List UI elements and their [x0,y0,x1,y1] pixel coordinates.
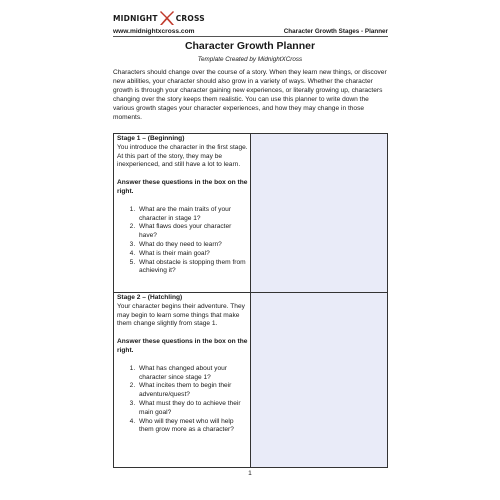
website-link[interactable]: www.midnightxcross.com [113,28,195,35]
stage-1-answer-box[interactable] [251,134,387,292]
list-item: 4. What is their main goal? [137,250,248,259]
page-title: Character Growth Planner [184,40,316,52]
midnightxcross-logo [113,10,205,26]
document-subtitle: Character Growth Stages - Planner [283,28,388,35]
template-credit: Template Created by MidnightXCross [197,56,303,63]
page-number: 1 [248,470,252,477]
stage-1-questions [117,206,248,276]
list-item: 1. What has changed about your character since stage 1? [137,365,248,383]
stage-1-prompt-cell [117,135,248,276]
header-divider [113,36,388,37]
list-item: 5. What obstacle is stopping them from achieving it? [137,259,248,277]
stage-2-answer-box[interactable] [251,293,387,467]
stage-1-description: You introduce the character in the first stage. At this part of the story, they may be inexperienced, and still have a lot to learn. [117,143,248,169]
stage-2-questions [117,365,248,435]
planner-table [113,133,388,468]
x-icon [159,10,175,26]
stage-2-description: Your character begins their adventure. They may begin to learn some things that make them change slightly from stage 1. [117,302,245,328]
stage-2-heading: Stage 2 – (Hatchling) [117,294,183,301]
logo-text-right: CROSS [175,13,205,23]
list-item: 2. What incites them to begin their adventure/quest? [137,382,248,400]
column-divider [250,134,251,467]
list-item: 3. What must they do to achieve their main goal? [137,400,248,418]
row-divider [114,292,387,293]
list-item: 1. What are the main traits of your character in stage 1? [137,206,248,224]
stage-2-prompt-cell [117,294,248,435]
stage-1-heading: Stage 1 – (Beginning) [117,135,185,142]
logo-text-left: MIDNIGHT [113,13,158,23]
stage-1-instruction: Answer these questions in the box on the right. [117,179,248,195]
list-item: 2. What flaws does your character have? [137,223,248,241]
stage-2-instruction: Answer these questions in the box on the right. [117,338,248,354]
list-item: 4. Who will they meet who will help them grow more as a character? [137,418,248,436]
list-item: 3. What do they need to learn? [137,241,248,250]
intro-paragraph: Characters should change over the course of a story. When they learn new things, or discover new abilities, your character should also grow in a variety of ways. Whether the character growth is through your character gaining new experiences, or literally growing up, characters changing over the story keeps them realistic. You can use this planner to write down the various growth stages your character experiences, and how they may change in those moments. [113,69,387,121]
